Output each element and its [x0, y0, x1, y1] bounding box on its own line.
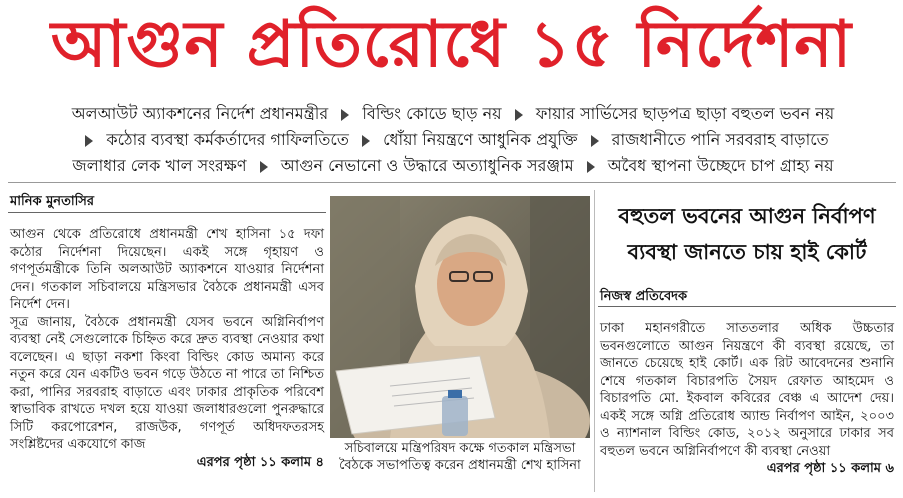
side-continuation-note: এরপর পৃষ্ঠা ১১ কলাম ৬	[766, 461, 894, 476]
main-story-paragraph: সূত্র জানায়, বৈঠকে প্রধানমন্ত্রী যেসব ভবনে অগ্নিনির্বাপণ ব্যবস্থা নেই সেগুলোকে চিহ্নিত করে দ্রুত ব্যবস্থা নেওয়ার কথা বলেছেন। এ ছাড়া নকশা কিংবা বিল্ডিং কোড অমান্য করে নতুন করে যেন একটিও ভবন গড়ে উঠতে না পারে তা নিশ্চিত করা, পানির সরবরাহ বাড়াতে এবং ঢাকার প্রাকৃতিক পরিবেশ স্বাভাবিক রাখতে দখল হয়ে যাওয়া জলাধারগুলো পুনরুদ্ধারে সিটি করপোরেশন, রাজউক, গণপূর্ত অধিদফতরসহ সংশ্লিষ্টদের একযোগে কাজ	[10, 314, 324, 452]
side-story-body	[600, 320, 894, 478]
triangle-bullet-icon	[591, 135, 599, 147]
byline-underline	[8, 212, 326, 213]
bullet-item: রাজধানীতে পানি সরবরাহ বাড়াতে	[611, 130, 829, 149]
side-story-paragraph: ঢাকা মহানগরীতে সাততলার অধিক উচ্চতার ভবনগুলোতে আগুন নিয়ন্ত্রণে কী ব্যবস্থা রয়েছে, তা জানতে চেয়েছে হাই কোর্ট। এক রিট আবেদনের শুনানি শেষে গতকাল বিচারপতি সৈয়দ রেফাত আহমেদ ও বিচারপতি মো. ইকবাল কবিরের বেঞ্চ এ আদেশ দেয়। একই সঙ্গে অগ্নি প্রতিরোধ অ্যান্ড নির্বাপণ আইন, ২০০৩ ও ন্যাশনাল বিল্ডিং কোড, ২০১২ অনুসারে ঢাকার সব বহুতল ভবনে অগ্নিনির্বাপণে কী ব্যবস্থা নেওয়া	[600, 321, 894, 459]
side-headline-line-1: বহুতল ভবনের আগুন নির্বাপণ	[618, 204, 876, 228]
triangle-bullet-icon	[362, 135, 370, 147]
side-story-byline: নিজস্ব প্রতিবেদক	[600, 289, 688, 304]
triangle-bullet-icon	[85, 135, 93, 147]
bullet-item: বিল্ডিং কোডে ছাড় নয়	[362, 104, 502, 123]
bullet-item: অলআউট অ্যাকশনের নির্দেশ প্রধানমন্ত্রীর	[71, 104, 329, 123]
bullet-item: ফায়ার সার্ভিসের ছাড়পত্র ছাড়া বহুতল ভবন নয়	[535, 104, 835, 123]
side-headline-line-2: ব্যবস্থা জানতে চায় হাই কোর্ট	[627, 240, 867, 264]
section-divider	[8, 182, 896, 183]
continuation-note: এরপর পৃষ্ঠা ১১ কলাম ৪	[196, 454, 324, 470]
prime-minister-photo	[330, 196, 590, 438]
column-divider	[594, 190, 595, 492]
bullet-line-3	[10, 153, 896, 179]
side-byline-underline	[598, 306, 896, 307]
bullet-summary	[10, 101, 896, 179]
bullet-item: জলাধার লেক খাল সংরক্ষণ	[72, 156, 247, 175]
main-story-paragraph: আগুন থেকে প্রতিরোধে প্রধানমন্ত্রী শেখ হাসিনা ১৫ দফা কঠোর নির্দেশনা দিয়েছেন। একই সঙ্গে গৃহায়ণ ও গণপূর্তমন্ত্রীকে তিনি অলআউট অ্যাকশনে যাওয়ার নির্দেশনা দেন। গতকাল সচিবালয়ে মন্ত্রিসভার বৈঠকে প্রধানমন্ত্রী এসব নির্দেশ দেন।	[10, 227, 324, 312]
bullet-item: আগুন নেভানো ও উদ্ধারে অত্যাধুনিক সরঞ্জাম	[280, 156, 574, 175]
bullet-line-2	[10, 127, 896, 153]
main-story-byline: মানিক মুনতাসির	[10, 194, 95, 209]
photo-illustration	[330, 196, 590, 438]
main-story-body	[10, 226, 324, 471]
main-headline: আগুন প্রতিরোধে ১৫ নির্দেশনা	[50, 7, 853, 82]
bullet-line-1	[10, 101, 896, 127]
photo-caption: সচিবালয়ে মন্ত্রিপরিষদ কক্ষে গতকাল মন্ত্রিসভা বৈঠকে সভাপতিত্ব করেন প্রধানমন্ত্রী শেখ হাসিনা	[339, 441, 581, 473]
bullet-item: অবৈধ স্থাপনা উচ্ছেদে চাপ গ্রাহ্য নয়	[607, 156, 834, 175]
triangle-bullet-icon	[515, 109, 523, 121]
bullet-item: ধোঁয়া নিয়ন্ত্রণে আধুনিক প্রযুক্তি	[383, 130, 578, 149]
triangle-bullet-icon	[587, 161, 595, 173]
bullet-item: কঠোর ব্যবস্থা কর্মকর্তাদের গাফিলতিতে	[106, 130, 349, 149]
triangle-bullet-icon	[260, 161, 268, 173]
side-story-headline	[596, 198, 898, 270]
triangle-bullet-icon	[341, 109, 349, 121]
